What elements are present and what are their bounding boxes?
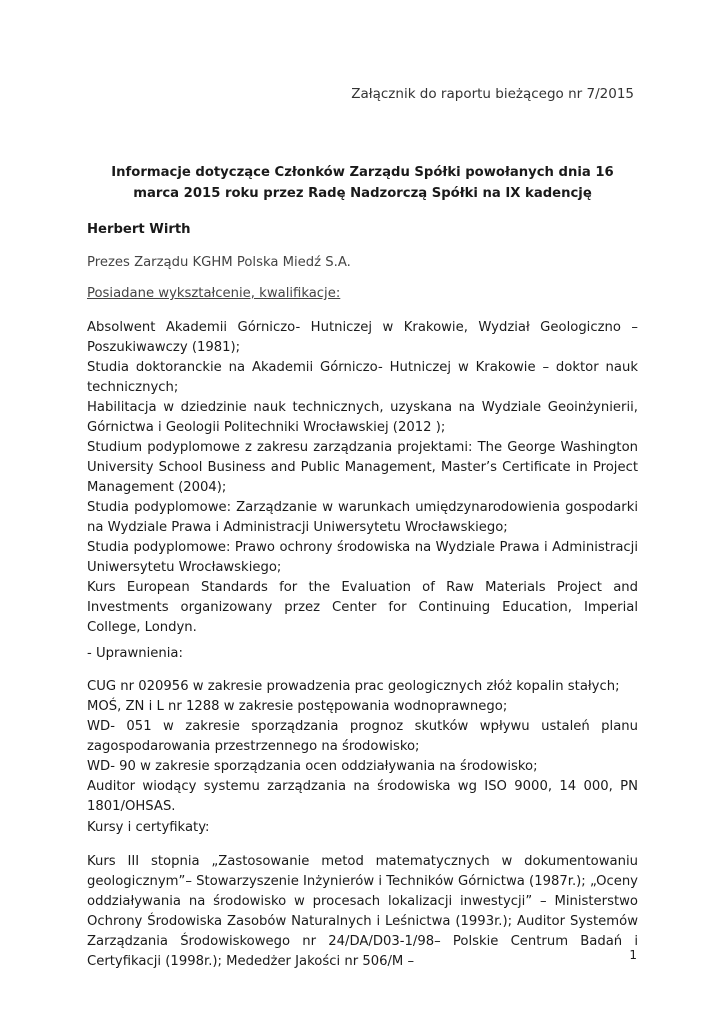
page-number: 1 [629, 948, 637, 962]
permissions-heading: - Uprawnienia: [87, 646, 183, 661]
courses-heading: Kursy i certyfikaty: [87, 820, 210, 835]
person-name: Herbert Wirth [87, 222, 191, 237]
courses-paragraph: Kurs III stopnia „Zastosowanie metod matematycznych w dokumentowaniu geologicznym”– Stowarzyszenie Inżynierów i Techników Górnictwa (1987r.); „Oceny oddziaływania na środowisko w procesach lokalizacji inwestycji” – Ministerstwo Ochrony Środowiska Zasobów Naturalnych i Leśnictwa (1993r.); Auditor Systemów Zarządzania Środowiskowego nr 24/DA/D03-1/98– Polskie Centrum Badań i Certyfikacji (1998r.); Mededżer Jakości nr 506/M – [87, 854, 638, 969]
permission-item: WD- 051 w zakresie sporządzania prognoz skutków wpływu ustaleń planu zagospodarowania przestrzennego na środowisko; [87, 719, 638, 754]
education-heading: Posiadane wykształcenie, kwalifikacje: [87, 286, 341, 301]
courses-text [87, 852, 638, 972]
permission-item: CUG nr 020956 w zakresie prowadzenia prac geologicznych złóż kopalin stałych; [87, 679, 620, 694]
education-item: Absolwent Akademii Górniczo- Hutniczej w Krakowie, Wydział Geologiczno – Poszukiwawczy (1981); [87, 320, 638, 355]
permission-item: Auditor wiodący systemu zarządzania na środowiska wg ISO 9000, 14 000, PN 1801/OHSAS. [87, 779, 638, 814]
permission-item: MOŚ, ZN i L nr 1288 w zakresie postępowania wodnoprawnego; [87, 699, 508, 714]
education-item: Studium podyplomowe z zakresu zarządzania projektami: The George Washington University School Business and Public Management, Master’s Certificate in Project Management (2004); [87, 440, 638, 495]
person-role: Prezes Zarządu KGHM Polska Miedź S.A. [87, 255, 351, 270]
education-list [87, 318, 638, 638]
education-item: Kurs European Standards for the Evaluation of Raw Materials Project and Investments organizowany przez Center for Continuing Education, Imperial College, Londyn. [87, 580, 638, 635]
education-item: Studia podyplomowe: Prawo ochrony środowiska na Wydziale Prawa i Administracji Uniwersytetu Wrocławskiego; [87, 540, 638, 575]
education-item: Habilitacja w dziedzinie nauk technicznych, uzyskana na Wydziale Geoinżynierii, Górnictwa i Geologii Politechniki Wrocławskiej (2012 ); [87, 400, 638, 435]
education-item: Studia podyplomowe: Zarządzanie w warunkach umiędzynarodowienia gospodarki na Wydziale Prawa i Administracji Uniwersytetu Wrocławskiego; [87, 500, 638, 535]
document-title: Informacje dotyczące Członków Zarządu Spółki powołanych dnia 16 marca 2015 roku przez Radę Nadzorczą Spółki na IX kadencję [111, 165, 614, 201]
permission-item: WD- 90 w zakresie sporządzania ocen oddziaływania na środowisko; [87, 759, 538, 774]
annex-label: Załącznik do raportu bieżącego nr 7/2015 [351, 86, 634, 102]
education-item: Studia doktoranckie na Akademii Górniczo- Hutniczej w Krakowie – doktor nauk technicznych; [87, 360, 638, 395]
permissions-list [87, 677, 638, 817]
